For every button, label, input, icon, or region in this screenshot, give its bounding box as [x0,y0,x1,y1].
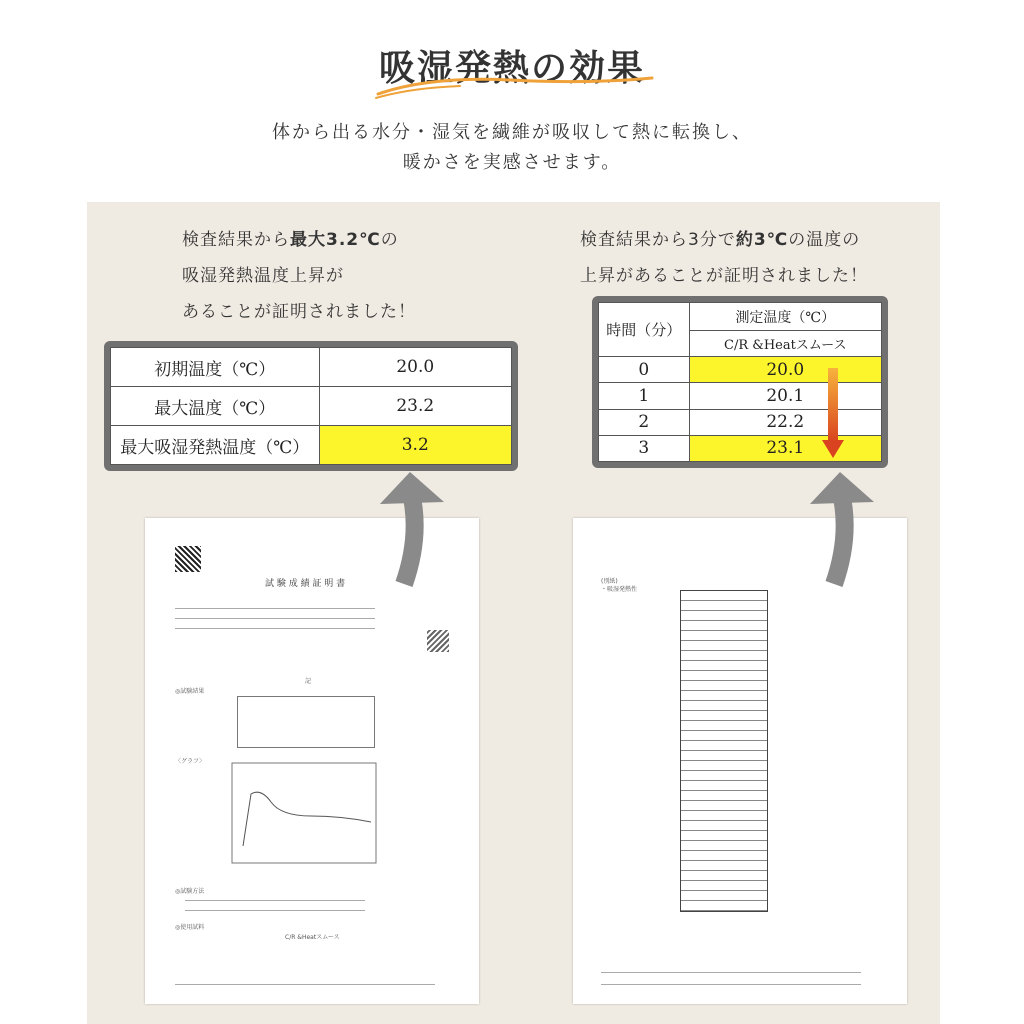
increase-arrow-icon [818,366,848,460]
right-caption-a: 検査結果から3分で [580,230,736,250]
page-title: 吸湿発熱の効果 [378,48,645,89]
right-caption-line2: 上昇があることが証明されました！ [580,266,868,286]
curved-arrow-right-icon [790,468,880,592]
doc-title: 試 験 成 績 証 明 書 [265,579,346,589]
left-row-label: 最大温度（℃） [111,387,320,426]
left-caption-bold: 最大3.2℃ [290,230,381,250]
left-caption-line3: あることが証明されました！ [182,302,416,322]
time-cell: 1 [599,383,690,409]
brush-underline [370,66,660,106]
right-caption-bold: 約3℃ [735,230,789,250]
stamp-icon [427,630,449,652]
left-caption [182,222,416,330]
right-caption [580,222,868,294]
time-cell: 3 [599,435,690,461]
curved-arrow-left-icon [360,468,450,592]
temp-cell-highlight: 23.1 [689,435,881,461]
temp-cell-highlight: 20.0 [689,357,881,383]
time-cell: 0 [599,357,690,383]
doc-sample: C/R &Heatスムース [285,934,340,941]
doc-right-table [680,590,768,912]
time-cell: 2 [599,409,690,435]
doc-graph [231,762,377,864]
doc-right-heading: (別紙) [601,578,618,585]
doc-right-sub: ・吸湿発熱性 [601,586,638,593]
left-row-value: 20.0 [319,348,511,387]
left-caption-line2: 吸湿発熱温度上昇が [182,266,344,286]
qr-code-icon [175,546,201,572]
doc-section2: 〈グラフ〉 [175,758,206,765]
subtitle-line-2: 暖かさを実感させます。 [402,152,622,173]
col-temp-header: 測定温度（℃） [689,303,881,331]
right-caption-c: の温度の [788,230,861,250]
doc-mini-table [237,696,375,748]
subtitle-line-1: 体から出る水分・湿気を繊維が吸収して熱に転換し、 [272,122,752,143]
col-time-header: 時間（分） [599,303,690,357]
left-row-label: 最大吸湿発熱温度（℃） [111,426,320,465]
col-temp-sub: C/R &Heatスムース [689,331,881,357]
left-result-table [104,341,518,471]
temp-cell: 20.1 [689,383,881,409]
left-caption-a: 検査結果から [182,230,290,250]
left-caption-c: の [380,230,399,250]
left-row-value-highlight: 3.2 [319,426,511,465]
doc-section4: ◎使用試料 [175,924,205,931]
left-row-value: 23.2 [319,387,511,426]
temp-cell: 22.2 [689,409,881,435]
left-row-label: 初期温度（℃） [111,348,320,387]
doc-section1: ◎試験結果 [175,688,205,695]
doc-section3: ◎試験方法 [175,888,205,895]
doc-mark: 記 [305,678,312,685]
